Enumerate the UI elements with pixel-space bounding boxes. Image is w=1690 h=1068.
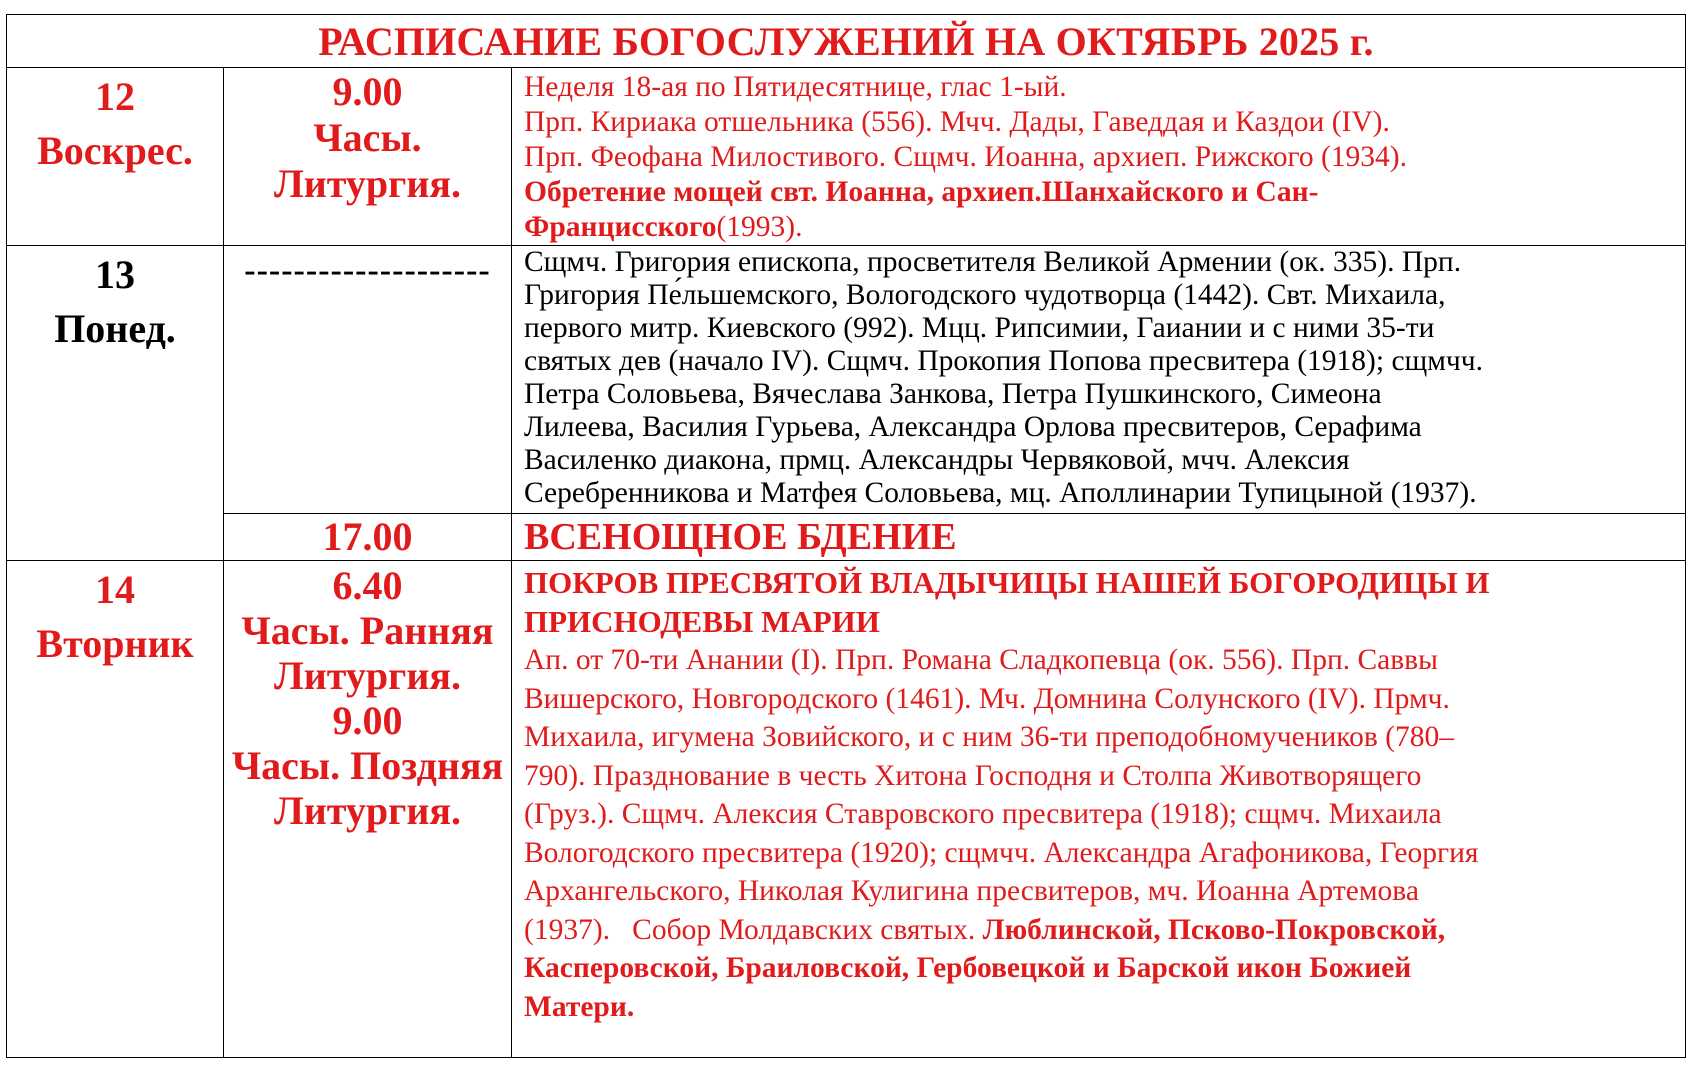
page-title: РАСПИСАНИЕ БОГОСЛУЖЕНИЙ НА ОКТЯБРЬ 2025 г.: [7, 15, 1686, 68]
service-name: Литургия.: [273, 653, 462, 698]
desc-line: Серебренникова и Матфея Соловьева, мц. Аполлинарии Тупицыной (1937).: [524, 477, 1477, 509]
feast-title: ПРИСНОДЕВЫ МАРИИ: [524, 604, 880, 639]
desc-line: [524, 911, 1675, 950]
desc-bold-fragment: Францисского: [524, 211, 717, 243]
desc-line: Лилеева, Василия Гурьева, Александра Орлова пресвитеров, Серафима: [524, 411, 1422, 443]
desc-line: Архангельского, Николая Кулигина пресвитеров, мч. Иоанна Артемова: [524, 875, 1419, 907]
time-cell-14: [224, 561, 512, 1058]
desc-line: первого митр. Киевского (992). Мцц. Рипсимии, Гаиании и с ними 35-ти: [524, 312, 1435, 344]
desc-line: 790). Празднование в честь Хитона Господня и Столпа Животворящего: [524, 759, 1422, 792]
time-cell-12: [224, 68, 512, 246]
vigil-title: ВСЕНОЩНОЕ БДЕНИЕ: [524, 516, 957, 558]
desc-line: Сщмч. Григория епископа, просветителя Великой Армении (ок. 335). Прп.: [524, 246, 1462, 278]
desc-line: [524, 210, 1675, 245]
vigil-time-cell: [224, 514, 512, 561]
service-time: 9.00: [332, 698, 403, 743]
desc-bold-fragment: Люблинской, Псково-Покровской,: [982, 913, 1446, 946]
schedule-sheet: [6, 14, 1686, 1058]
vigil-row-13: [7, 514, 1686, 561]
service-name: Литургия.: [273, 161, 462, 206]
day-weekday: Воскрес.: [37, 128, 193, 173]
desc-line: Григория Пе́льшемского, Вологодского чудотворца (1442). Свт. Михаила,: [524, 279, 1446, 311]
desc-cell-14: [512, 561, 1686, 1058]
day-date: 13: [95, 252, 135, 297]
service-time: 6.40: [332, 563, 403, 608]
service-name: Литургия.: [273, 788, 462, 833]
day-cell-12: [7, 68, 224, 246]
feast-title: ПОКРОВ ПРЕСВЯТОЙ ВЛАДЫЧИЦЫ НАШЕЙ БОГОРОДИЦЫ И: [524, 565, 1490, 600]
day-weekday: Вторник: [36, 621, 194, 666]
desc-fragment: (1993).: [716, 211, 803, 243]
vigil-desc-cell: [512, 514, 1686, 561]
desc-line: святых дев (начало IV). Сщмч. Прокопия Попова пресвитера (1918); сщмчч.: [524, 345, 1483, 377]
day-row-12: [7, 68, 1686, 246]
day-date: 14: [95, 567, 135, 612]
no-service-dashes: --------------------: [244, 252, 491, 289]
service-time: 9.00: [332, 69, 403, 114]
day-cell-14: [7, 561, 224, 1058]
desc-line: Василенко диакона, прмц. Александры Червяковой, мчч. Алексия: [524, 444, 1350, 476]
service-name: Часы.: [313, 115, 422, 160]
desc-line: (Груз.). Сщмч. Алексия Ставровского пресвитера (1918); сщмч. Михаила: [524, 798, 1442, 830]
desc-line: Ап. от 70-ти Анании (I). Прп. Романа Сладкопевца (ок. 556). Прп. Саввы: [524, 644, 1438, 676]
schedule-table: [6, 14, 1686, 1058]
desc-line: Михаила, игумена Зовийского, и с ним 36-ти преподобномучеников (780–: [524, 721, 1454, 753]
desc-cell-13: [512, 246, 1686, 514]
day-row-13: [7, 246, 1686, 514]
desc-line: Вологодского пресвитера (1920); сщмчч. Александра Агафоникова, Георгия: [524, 836, 1479, 869]
title-row: [7, 15, 1686, 68]
day-weekday: Понед.: [54, 306, 176, 351]
desc-line: Прп. Кириака отшельника (556). Мчч. Дады, Гаведдая и Каздои (IV).: [524, 106, 1390, 138]
desc-line: Петра Соловьева, Вячеслава Занкова, Петра Пушкинского, Симеона: [524, 378, 1382, 410]
vigil-time: 17.00: [322, 514, 413, 559]
time-cell-13: [224, 246, 512, 514]
desc-line-bold: Касперовской, Браиловской, Гербовецкой и Барской икон Божией: [524, 952, 1412, 984]
desc-fragment: (1937). Собор Молдавских святых.: [524, 913, 983, 946]
desc-cell-12: [512, 68, 1686, 246]
desc-line: Неделя 18-ая по Пятидесятнице, глас 1-ый.: [524, 71, 1067, 103]
day-date: 12: [95, 74, 135, 119]
desc-line-bold: Обретение мощей свт. Иоанна, архиеп.Шанхайского и Сан-: [524, 176, 1319, 208]
service-name: Часы. Ранняя: [241, 608, 494, 653]
desc-line: Прп. Феофана Милостивого. Сщмч. Иоанна, архиеп. Рижского (1934).: [524, 141, 1407, 173]
service-name: Часы. Поздняя: [231, 743, 504, 788]
desc-line-bold: Матери.: [524, 990, 635, 1023]
day-cell-13: [7, 246, 224, 561]
day-row-14: [7, 561, 1686, 1058]
desc-line: Вишерского, Новгородского (1461). Мч. Домнина Солунского (IV). Прмч.: [524, 682, 1450, 715]
